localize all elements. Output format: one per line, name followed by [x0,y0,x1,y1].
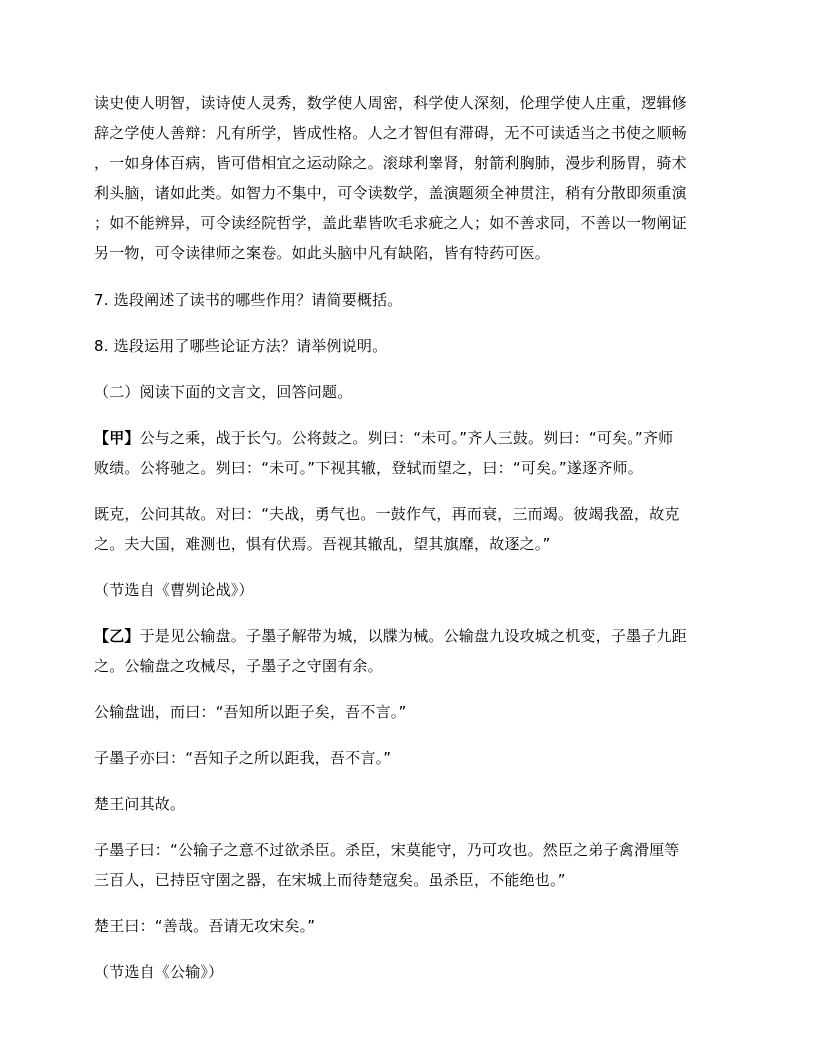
passage-b-paragraph-1 [94,621,730,681]
passage-b-paragraph-2 [94,697,730,727]
text-line: ，一如身体百病，皆可借相宜之运动除之。滚球利睾肾，射箭利胸肺，漫步利肠胃，骑术 [94,154,687,172]
text-line: 之。夫大国，难测也，惧有伏焉。吾视其辙乱，望其旗靡，故逐之。” [94,535,551,553]
text-line: （节选自《曹刿论战》） [94,581,254,599]
text-line: 楚王问其故。 [94,795,186,813]
passage-a-paragraph-2 [94,499,730,559]
text-line: 既克，公问其故。对曰：“夫战，勇气也。一鼓作气，再而衰，三而竭。彼竭我盈，故克 [94,505,680,523]
text-line: 利头脑，诸如此类。如智力不集中，可令读数学，盖演题须全神贯注，稍有分散即须重演 [94,184,687,202]
text-run: 于是见公输盘。子墨子解带为城，以牒为械。公输盘九设攻城之机变，子墨子九距 [139,627,687,645]
text-line: 三百人，已持臣守圉之器，在宋城上而待楚寇矣。虽杀臣，不能绝也。” [94,871,566,889]
section-heading [94,377,730,407]
text-line: （节选自《公输》） [94,963,224,981]
passage-label: 【甲】 [94,429,140,447]
text-line: ；如不能辨异，可令读经院哲学，盖此辈皆吹毛求疵之人；如不善求同，不善以一物阐证 [94,214,687,232]
text-line: 之。公输盘之攻械尽，子墨子之守圉有余。 [94,657,383,675]
passage-b-paragraph-4 [94,789,730,819]
text-line: 读史使人明智，读诗使人灵秀，数学使人周密，科学使人深刻，伦理学使人庄重，逻辑修 [94,94,687,112]
text-line: （二）阅读下面的文言文，回答问题。 [94,383,353,401]
text-run: 公与之乘，战于长勺。公将鼓之。刿曰：“未可。”齐人三鼓。刿曰：“可矣。”齐师 [139,429,674,447]
question-7 [94,285,730,315]
passage-b-source [94,957,730,987]
text-line: 另一物，可令读律师之案卷。如此头脑中凡有缺陷，皆有特药可医。 [94,244,551,262]
document-page [94,88,730,1003]
passage-b-paragraph-3 [94,743,730,773]
text-line: 辞之学使人善辩：凡有所学，皆成性格。人之才智但有滞碍，无不可读适当之书使之顺畅 [94,124,687,142]
text-line: 败绩。公将驰之。刿曰：“未可。”下视其辙，登轼而望之，曰：“可矣。”遂逐齐师。 [94,459,643,477]
text-line: 子墨子亦曰：“吾知子之所以距我，吾不言。” [94,749,392,767]
text-line: 7. 选段阐述了读书的哪些作用？请简要概括。 [94,291,403,309]
text-line: 公输盘诎，而曰：“吾知所以距子矣，吾不言。” [94,703,407,721]
passage-label: 【乙】 [94,627,140,645]
text-line: 子墨子曰：“公输子之意不过欲杀臣。杀臣，宋莫能守，乃可攻也。然臣之弟子禽滑厘等 [94,841,680,859]
text-line [94,621,730,651]
passage-a-source [94,575,730,605]
text-line: 8. 选段运用了哪些论证方法？请举例说明。 [94,337,388,355]
text-line [94,423,730,453]
passage-b-paragraph-6 [94,911,730,941]
passage-b-paragraph-5 [94,835,730,895]
question-8 [94,331,730,361]
text-line: 楚王曰：“善哉。吾请无攻宋矣。” [94,917,316,935]
passage-a-paragraph-1 [94,423,730,483]
essay-excerpt-paragraph [94,88,730,268]
